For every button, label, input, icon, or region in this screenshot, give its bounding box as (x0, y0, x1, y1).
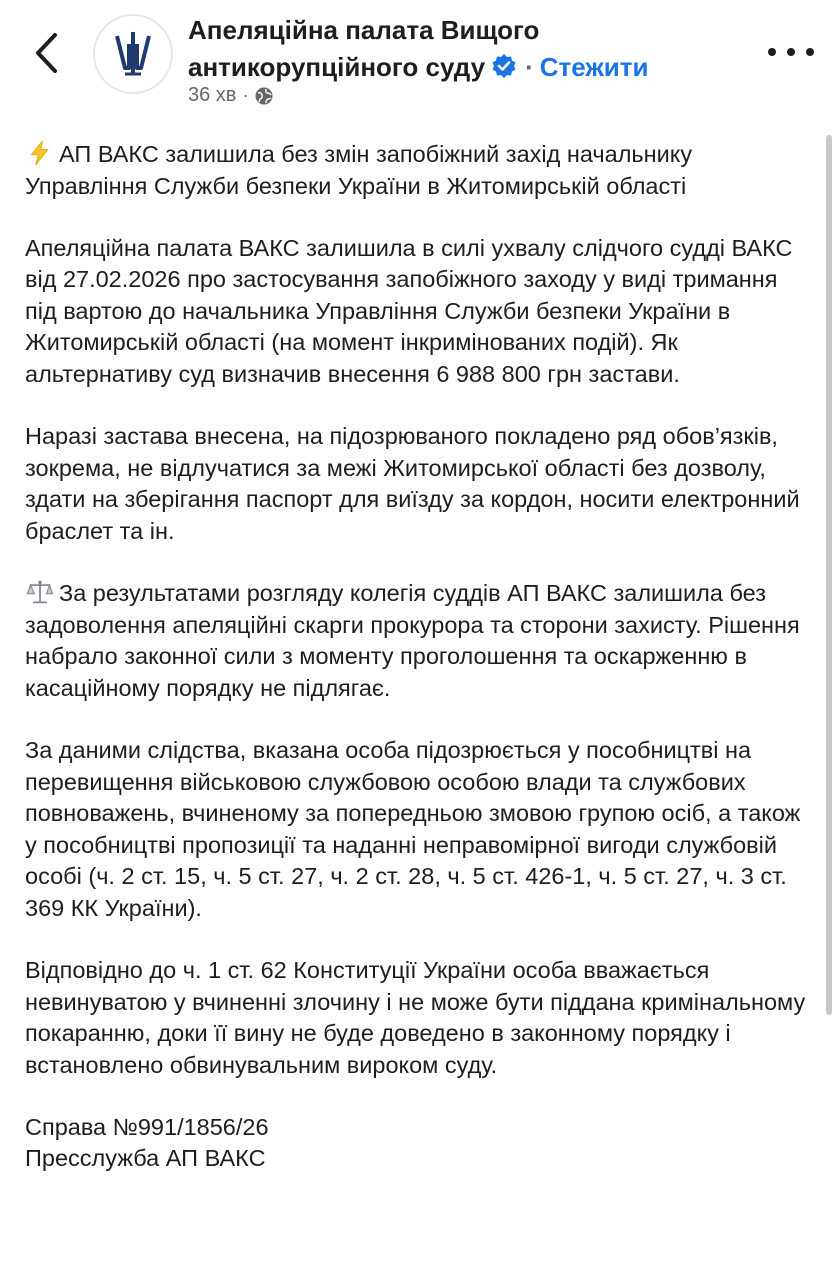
post-header (0, 0, 838, 125)
more-dot-icon (768, 48, 776, 56)
case-number: Справа №991/1856/26 (25, 1113, 269, 1140)
post-paragraph-3: Наразі застава внесена, на підозрюваного покладено ряд обов’язків, зокрема, не відлучатися за межі Житомирської області без дозволу, здати на зберігання паспорт для виїзду за кордон, носити електронний браслет та ін. (25, 423, 800, 544)
back-button[interactable] (26, 30, 66, 76)
post-body (25, 139, 815, 1175)
scales-icon (25, 579, 55, 605)
more-dot-icon (806, 48, 814, 56)
follow-button[interactable]: Стежити (539, 52, 649, 82)
avatar[interactable] (93, 14, 173, 94)
name-dot-separator: · (525, 52, 534, 82)
meta-separator: · (242, 85, 249, 105)
more-dot-icon (787, 48, 795, 56)
chevron-left-icon (33, 32, 59, 74)
press-service-signature: Пресслужба АП ВАКС (25, 1145, 266, 1172)
post-time[interactable]: 36 хв (188, 84, 237, 106)
scrollbar[interactable] (826, 135, 832, 1015)
post-signature-block (25, 1112, 815, 1175)
post-paragraph-headline (25, 139, 815, 202)
lightning-icon (25, 140, 55, 166)
page-name[interactable] (188, 12, 728, 89)
post-meta (188, 84, 274, 107)
post-paragraph-1: АП ВАКС залишила без змін запобіжний захід начальнику Управління Служби безпеки України в Житомирській області (25, 141, 693, 199)
page-name-text[interactable]: Апеляційна палата Вищого антикорупційного суду (188, 15, 540, 82)
globe-icon (254, 86, 274, 106)
court-logo-icon (103, 24, 163, 84)
post-paragraph-5: За даними слідства, вказана особа підозрюється у пособництві на перевищення військовою службовою особою влади та службових повноважень, вчиненому за попередньою змовою групою осіб, а також у пособництві пропозиції та наданні неправомірної вигоди службовій особі (ч. 2 ст. 15, ч. 5 ст. 27, ч. 2 ст. 28, ч. 5 ст. 426-1, ч. 5 ст. 27, ч. 3 ст. 369 КК України). (25, 736, 801, 921)
post-paragraph-2: Апеляційна палата ВАКС залишила в силі ухвалу слідчого судді ВАКС від 27.02.2026 про застосування запобіжного заходу у виді тримання під вартою до начальника Управління Служби безпеки України в Житомирській області (на момент інкримінованих подій). Як альтернативу суд визначив внесення 6 988 800 грн застави. (25, 234, 793, 388)
post-paragraph-decision (25, 578, 815, 704)
verified-badge-icon (491, 52, 517, 89)
post-paragraph-4: За результатами розгляду колегія суддів АП ВАКС залишила без задоволення апеляційні скарги прокурора та сторони захисту. Рішення набрало законної сили з моменту проголошення та оскарженню в касаційному порядку не підлягає. (25, 580, 800, 701)
more-options-button[interactable] (768, 40, 814, 64)
post-paragraph-6: Відповідно до ч. 1 ст. 62 Конституції України особа вважається невинуватою у вчиненні злочину і не може бути піддана кримінальному покаранню, доки її вину не буде доведено в законному порядку і встановлено обвинувальним вироком суду. (25, 956, 806, 1078)
